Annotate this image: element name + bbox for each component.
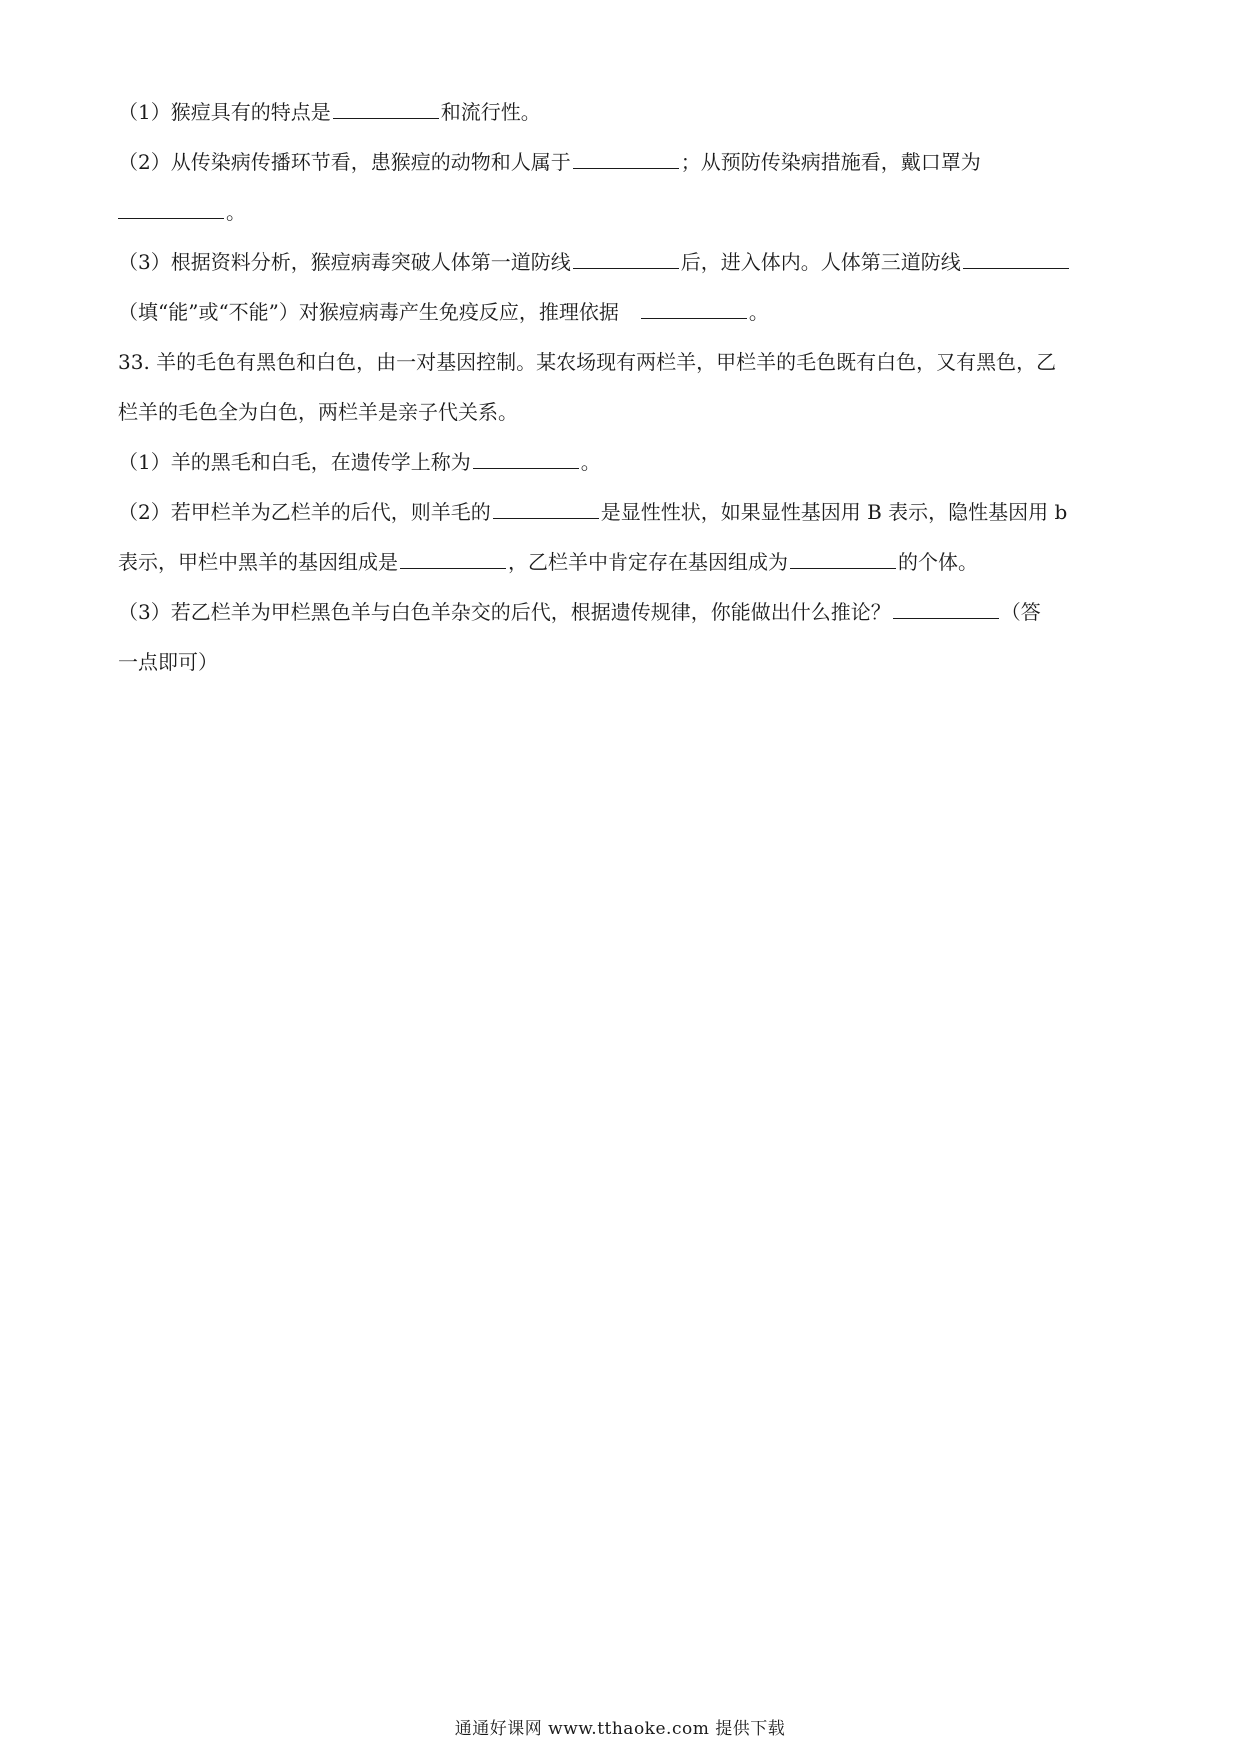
answer-blank xyxy=(641,300,747,319)
text: 后，进入体内。人体第三道防线 xyxy=(680,250,961,274)
q33-part2 xyxy=(118,498,1128,526)
text: （1）猴痘具有的特点是 xyxy=(118,100,331,124)
text: 一点即可） xyxy=(118,650,218,674)
text: （2）若甲栏羊为乙栏羊的后代，则羊毛的 xyxy=(118,500,491,524)
answer-blank xyxy=(963,250,1069,269)
text: 表示，甲栏中黑羊的基因组成是 xyxy=(118,550,398,574)
q33-part1 xyxy=(118,448,1128,476)
text: 和流行性。 xyxy=(440,100,541,124)
text: ，乙栏羊中肯定存在基因组成为 xyxy=(508,550,788,574)
q33-part3 xyxy=(118,598,1128,626)
q33-part2-cont xyxy=(118,548,1128,576)
text: ；从预防传染病措施看，戴口罩为 xyxy=(680,150,981,174)
answer-blank xyxy=(573,250,679,269)
text: （填“能”或“不能”）对猴痘病毒产生免疫反应，推理依据 xyxy=(118,300,619,324)
q32-part3 xyxy=(118,248,1128,276)
answer-blank xyxy=(473,450,579,469)
q33-stem-cont xyxy=(118,398,1128,426)
text: （3）若乙栏羊为甲栏黑色羊与白色羊杂交的后代，根据遗传规律，你能做出什么推论？ xyxy=(118,600,891,624)
text: 。 xyxy=(226,200,246,224)
q33-stem xyxy=(118,348,1128,376)
text: 。 xyxy=(580,450,601,474)
answer-blank xyxy=(493,500,599,519)
text: 。 xyxy=(748,300,769,324)
answer-blank xyxy=(400,550,506,569)
answer-blank xyxy=(118,200,224,219)
text: （3）根据资料分析，猴痘病毒突破人体第一道防线 xyxy=(118,250,571,274)
answer-blank xyxy=(573,150,679,169)
answer-blank xyxy=(333,100,439,119)
text: （2）从传染病传播环节看，患猴痘的动物和人属于 xyxy=(118,150,571,174)
answer-blank xyxy=(893,600,999,619)
text: 是显性性状，如果显性基因用 B 表示，隐性基因用 b xyxy=(600,500,1068,524)
question-stem: 33. 羊的毛色有黑色和白色，由一对基因控制。某农场现有两栏羊，甲栏羊的毛色既有白色，又有黑色，乙 xyxy=(118,350,1057,374)
q32-part2 xyxy=(118,148,1128,176)
text: 的个体。 xyxy=(898,550,978,574)
text: （1）羊的黑毛和白毛，在遗传学上称为 xyxy=(118,450,471,474)
q32-part3-cont xyxy=(118,298,1128,326)
question-stem: 栏羊的毛色全为白色，两栏羊是亲子代关系。 xyxy=(118,400,518,424)
q32-part2-cont xyxy=(118,198,1128,226)
q32-part1 xyxy=(118,98,1128,126)
page-footer: 通通好课网 www.tthaoke.com 提供下载 xyxy=(454,1719,786,1739)
answer-blank xyxy=(790,550,896,569)
question-content xyxy=(118,98,1128,698)
q33-part3-cont xyxy=(118,648,1128,676)
text: （答 xyxy=(1000,600,1041,624)
